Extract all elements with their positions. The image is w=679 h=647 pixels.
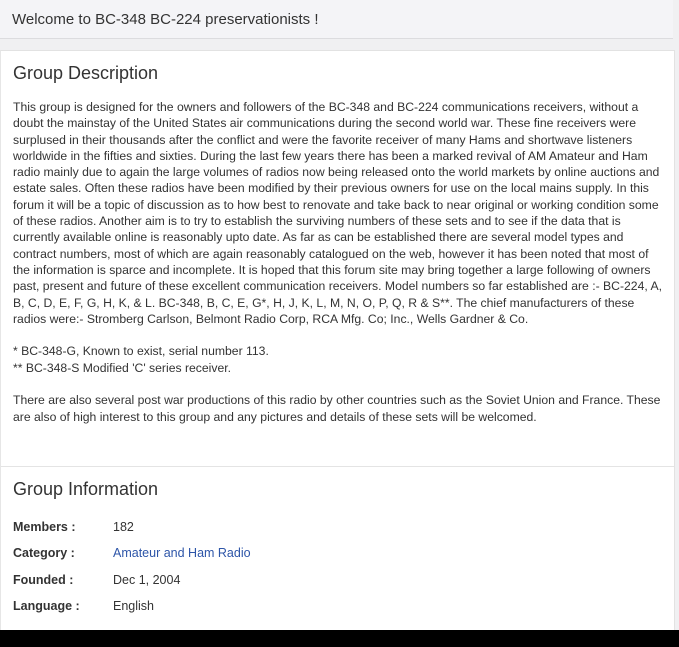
bottom-black-bar [0,630,679,647]
language-value: English [113,599,154,613]
category-link[interactable]: Amateur and Ham Radio [113,546,251,560]
group-description-title: Group Description [13,63,159,83]
group-description-body [13,99,665,425]
description-footnote: * BC-348-G, Known to exist, serial number 113. [13,344,269,359]
welcome-bar [0,0,673,39]
founded-value: Dec 1, 2004 [113,573,181,587]
group-information-title: Group Information [13,479,159,499]
members-label: Members : [13,520,76,534]
founded-label: Founded : [13,573,74,587]
welcome-message: Welcome to BC-348 BC-224 preservationists ! [12,11,319,28]
description-paragraph: There are also several post war productions of this radio by other countries such as the Soviet Union and France. These are also of high interest to this group and any pictures and details of these sets will be welcomed. [13,393,661,424]
language-label: Language : [13,599,80,613]
category-label: Category : [13,546,75,560]
description-paragraph: This group is designed for the owners and followers of the BC-348 and BC-224 communications receivers, without a doubt the mainstay of the United States air communications during the second world war. These fine receivers were surplused in their thousands after the conflict and were the favorite receiver of many Hams and shortwave listeners worldwide in the fifties and sixties. During the last few years there has been a marked revival of AM Amateur and Ham radio mainly due to again the large volumes of radios now being released onto the world markets by online auctions and estate sales. Often these radios have been modified by their previous owners for use on the local mains supply. In this forum it will be a topic of discussion as to how best to renovate and take back to near original or working condition some of these radios. Another aim is to try to establish the surviving numbers of these sets and to see if the data that is currently available online is reasonably upto date. As far as can be established there are several model types and contract numbers, most of which are again reasonably catalogued on the web, however it has been noted that most of the information is sparce and incomplete. It is hoped that this forum site may bring together a large following of owners past, present and future of these excellent communication receivers. Model numbers so far established are :- BC-224, A, B, C, D, E, F, G, H, K, & L. BC-348, B, C, E, G*, H, J, K, L, M, N, O, P, Q, R & S**. The chief manufacturers of these radios were:- Stromberg Carlson, Belmont Radio Corp, RCA Mfg. Co; Inc., Wells Gardner & Co. [13,100,662,326]
section-divider [1,466,674,467]
description-footnote: ** BC-348-S Modified 'C' series receiver. [13,360,232,375]
group-panel [0,50,675,631]
members-value: 182 [113,520,134,534]
